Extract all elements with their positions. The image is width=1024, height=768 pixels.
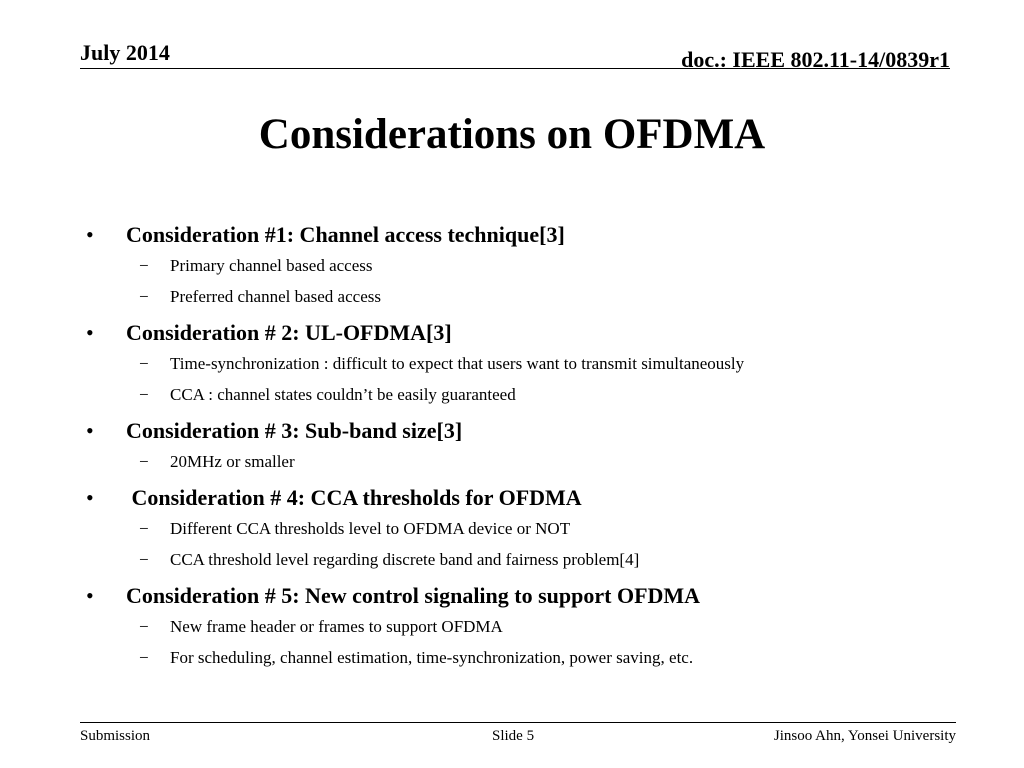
sub-bullet-3-1: [86, 446, 966, 477]
dash-icon: −: [139, 519, 149, 538]
footer-author: Jinsoo Ahn, Yonsei University: [773, 728, 956, 744]
bullet-5: [86, 581, 966, 611]
sub-bullet-1-2: [86, 281, 966, 312]
bullet-dot-icon: •: [86, 418, 94, 443]
dash-icon: −: [139, 256, 149, 275]
bullet-dot-icon: •: [86, 320, 94, 345]
sub-bullet-2-2: [86, 379, 966, 410]
bullet-2-text: Consideration # 2: UL-OFDMA[3]: [126, 320, 452, 345]
bullet-3-text: Consideration # 3: Sub-band size[3]: [126, 418, 463, 443]
bullet-dot-icon: •: [86, 583, 94, 608]
sub-bullet-5-2: [86, 642, 966, 673]
bullet-1: [86, 220, 966, 250]
bullet-2: [86, 318, 966, 348]
sub-bullet-1-1-text: Primary channel based access: [170, 256, 373, 275]
bullet-dot-icon: •: [86, 485, 94, 510]
bullet-5-text: Consideration # 5: New control signaling to support OFDMA: [126, 583, 701, 608]
sub-bullet-5-1: [86, 611, 966, 642]
bullet-4-text: Consideration # 4: CCA thresholds for OFDMA: [126, 485, 582, 510]
dash-icon: −: [139, 617, 149, 636]
bullet-dot-icon: •: [86, 222, 94, 247]
sub-bullet-4-2: [86, 544, 966, 575]
sub-bullet-5-2-text: For scheduling, channel estimation, time-synchronization, power saving, etc.: [170, 648, 694, 667]
sub-bullet-5-1-text: New frame header or frames to support OFDMA: [170, 617, 503, 636]
sub-bullet-4-2-text: CCA threshold level regarding discrete band and fairness problem[4]: [170, 550, 640, 569]
slide-content: [86, 220, 966, 673]
dash-icon: −: [139, 550, 149, 569]
sub-bullet-3-1-text: 20MHz or smaller: [170, 452, 295, 471]
sub-bullet-4-1: [86, 513, 966, 544]
footer-submission: Submission: [80, 728, 151, 744]
sub-bullet-2-1-text: Time-synchronization : difficult to expect that users want to transmit simultaneously: [170, 354, 745, 373]
bullet-4: [86, 483, 966, 513]
sub-bullet-2-2-text: CCA : channel states couldn’t be easily guaranteed: [170, 385, 516, 404]
header-date: July 2014: [80, 40, 170, 65]
header-doc-id: doc.: IEEE 802.11-14/0839r1: [681, 47, 950, 72]
slide-title: Considerations on OFDMA: [258, 111, 766, 158]
dash-icon: −: [139, 648, 149, 667]
dash-icon: −: [139, 452, 149, 471]
sub-bullet-4-1-text: Different CCA thresholds level to OFDMA device or NOT: [170, 519, 571, 538]
dash-icon: −: [139, 385, 149, 404]
sub-bullet-1-2-text: Preferred channel based access: [170, 287, 381, 306]
dash-icon: −: [139, 354, 149, 373]
sub-bullet-1-1: [86, 250, 966, 281]
footer-rule: [80, 722, 956, 723]
header-rule: [80, 68, 950, 69]
footer-slide-number: Slide 5: [492, 728, 535, 744]
sub-bullet-2-1: [86, 348, 966, 379]
bullet-1-text: Consideration #1: Channel access technique[3]: [126, 222, 565, 247]
bullet-3: [86, 416, 966, 446]
dash-icon: −: [139, 287, 149, 306]
